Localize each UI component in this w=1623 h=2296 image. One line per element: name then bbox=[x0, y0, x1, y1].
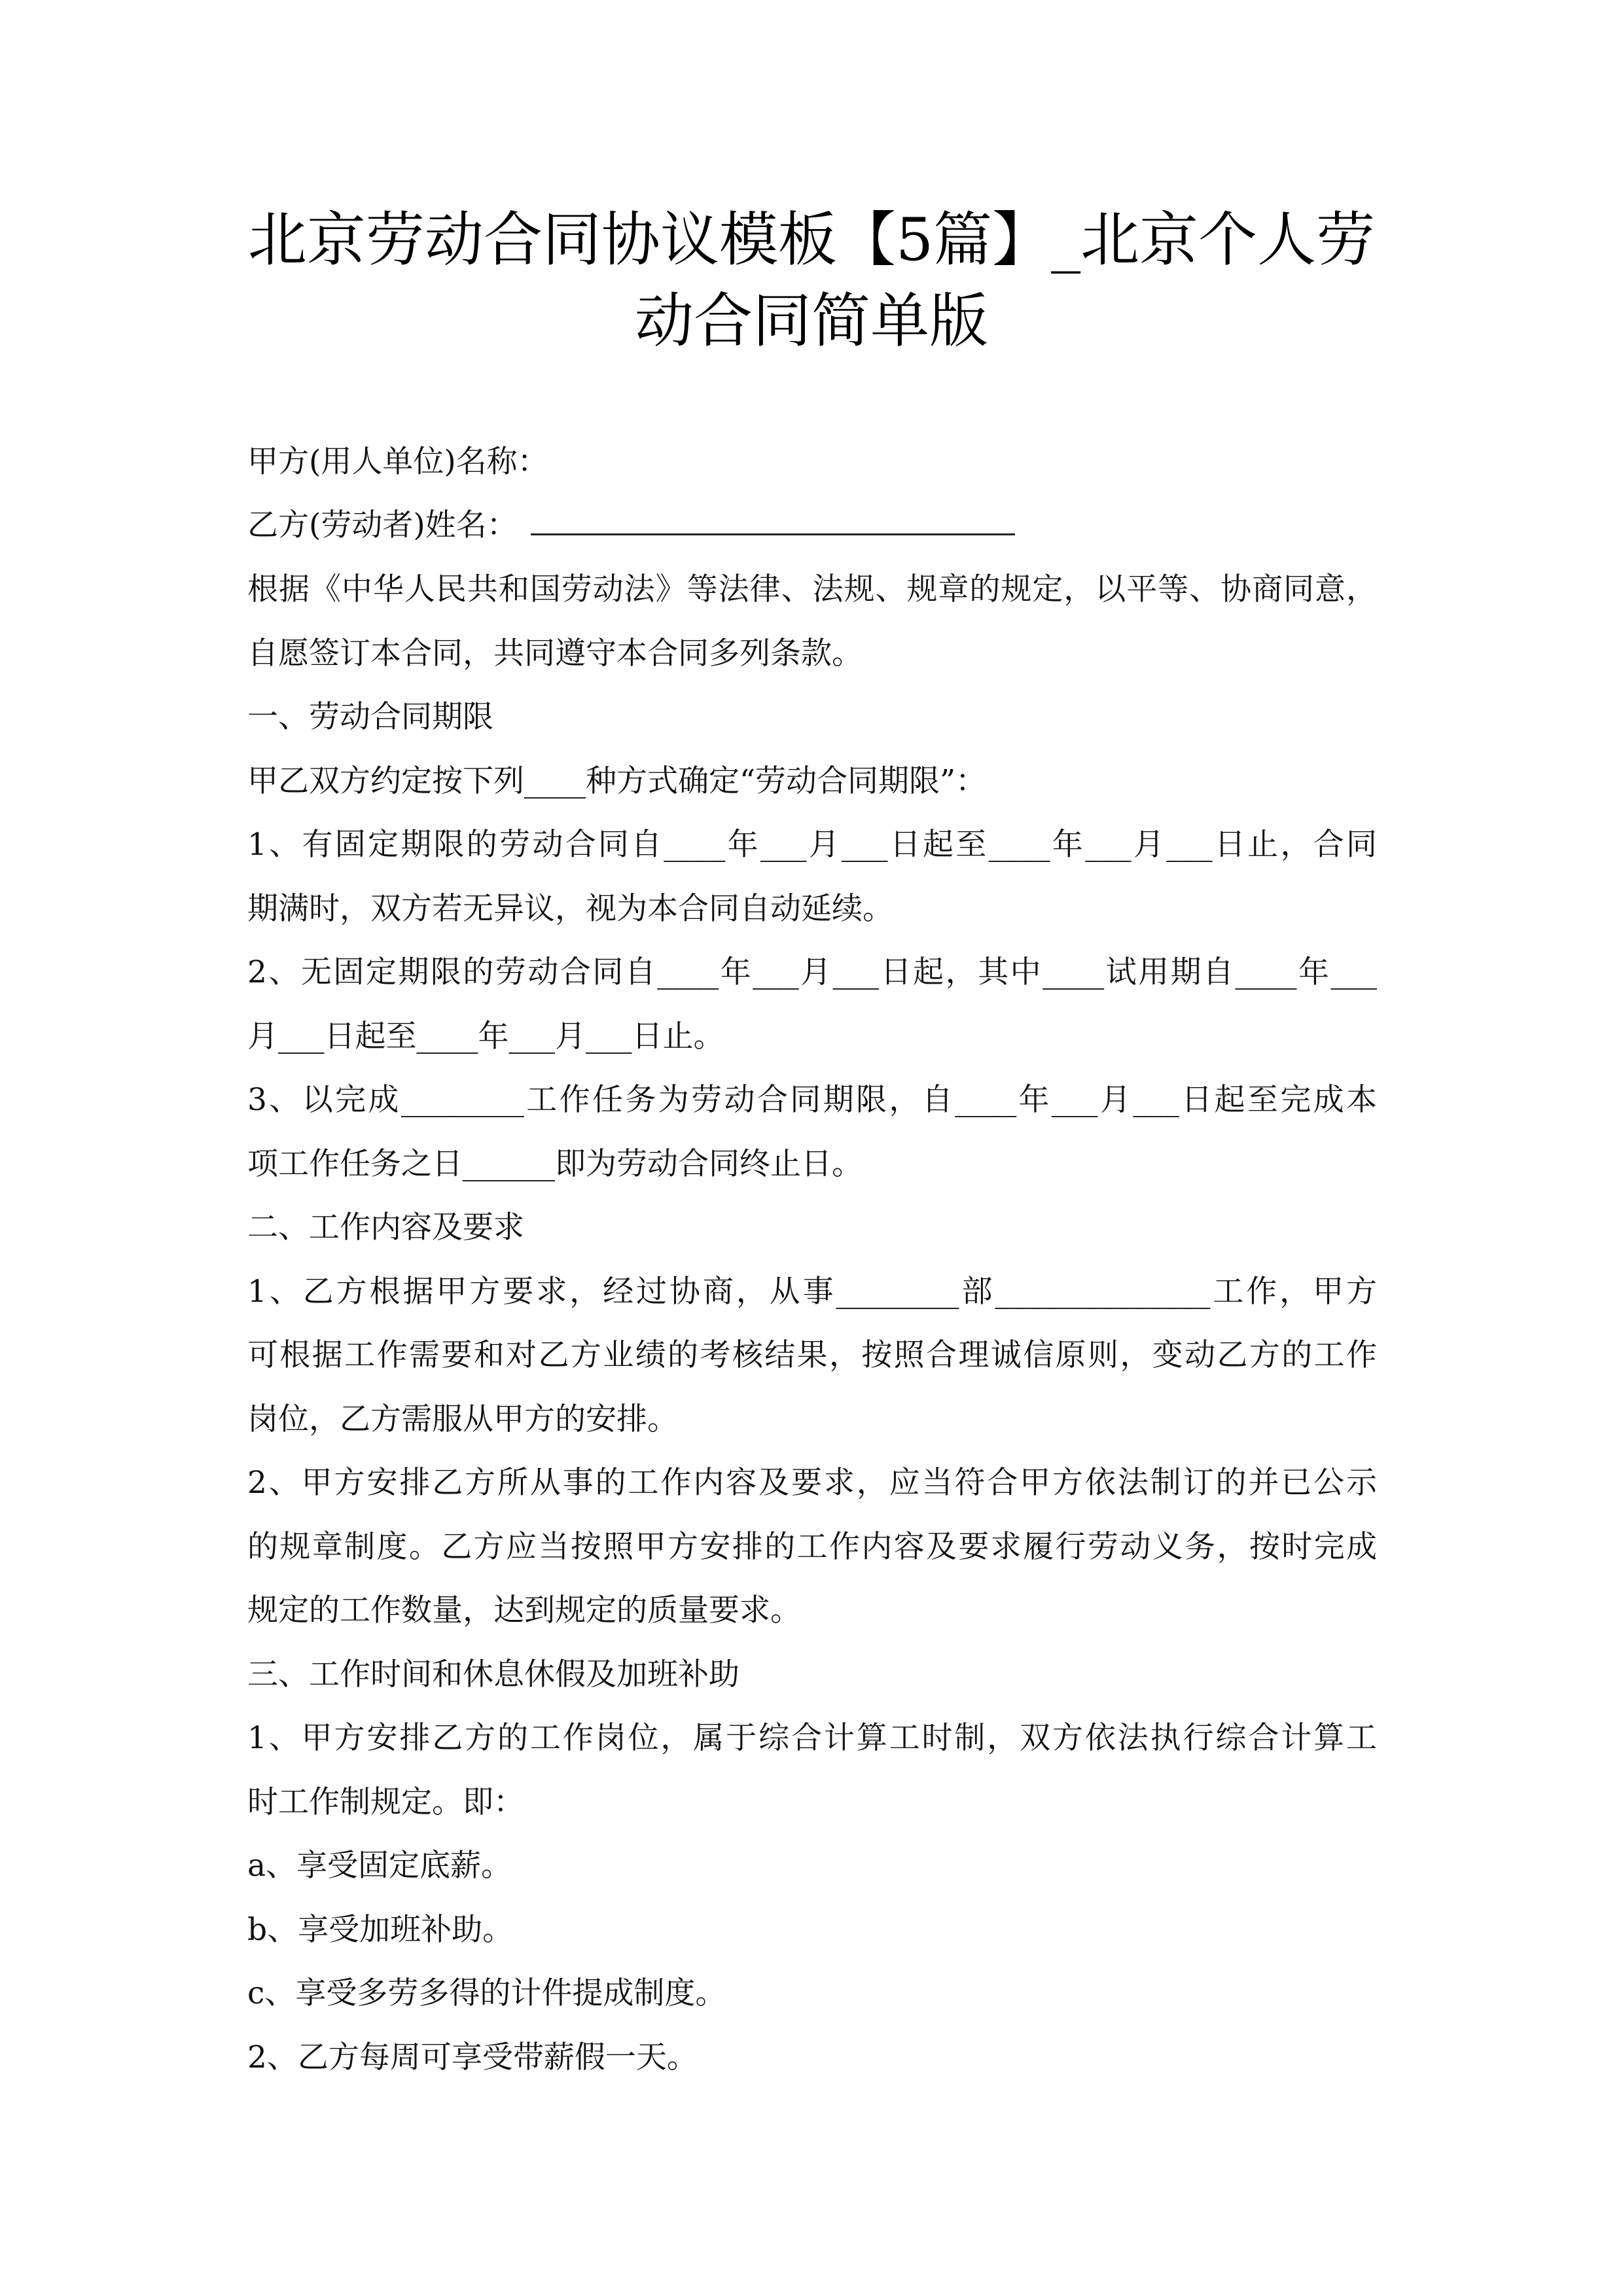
party-b-field bbox=[247, 506, 1377, 545]
body-line: c、享受多劳多得的计件提成制度。 bbox=[247, 1975, 726, 2011]
body-line: 自愿签订本合同，共同遵守本合同多列条款。 bbox=[247, 635, 863, 672]
body-line: 时工作制规定。即： bbox=[247, 1784, 524, 1820]
body-line: b、享受加班补助。 bbox=[247, 1911, 514, 1948]
body-line: 1、乙方根据甲方要求，经过协商，从事________部______________工作，甲方 bbox=[247, 1273, 1377, 1310]
body-line: 期满时，双方若无异议，视为本合同自动延续。 bbox=[247, 890, 893, 927]
body-line: 三、工作时间和休息休假及加班补助 bbox=[247, 1656, 740, 1693]
body-line: 甲乙双方约定按下列____种方式确定“劳动合同期限”： bbox=[247, 762, 987, 799]
body-line: 可根据工作需要和对乙方业绩的考核结果，按照合理诚信原则，变动乙方的工作 bbox=[247, 1337, 1377, 1373]
party-b-name-blank[interactable] bbox=[531, 507, 1015, 535]
body-line: 项工作任务之日______即为劳动合同终止日。 bbox=[247, 1145, 863, 1182]
body-line: 1、有固定期限的劳动合同自____年___月___日起至____年___月___日止，合同 bbox=[247, 827, 1377, 863]
body-line: 月___日起至____年___月___日止。 bbox=[247, 1018, 724, 1054]
body-line: 2、无固定期限的劳动合同自____年___月___日起，其中____试用期自____年___ bbox=[247, 954, 1377, 990]
body-line: 的规章制度。乙方应当按照甲方安排的工作内容及要求履行劳动义务，按时完成 bbox=[247, 1528, 1377, 1565]
party-b-label: 乙方(劳动者)姓名： bbox=[247, 507, 518, 543]
body-line: 岗位，乙方需服从甲方的安排。 bbox=[247, 1401, 678, 1437]
document-title-line-2: 动合同简单版 bbox=[635, 287, 988, 355]
party-a-label: 甲方(用人单位)名称： bbox=[247, 444, 548, 480]
body-line: 3、以完成________工作任务为劳动合同期限，自____年___月___日起至完成本 bbox=[247, 1082, 1377, 1118]
body-line: a、享受固定底薪。 bbox=[247, 1848, 512, 1884]
party-a-field bbox=[247, 442, 1377, 482]
body-line: 2、乙方每周可享受带薪假一天。 bbox=[247, 2039, 698, 2075]
body-line: 2、甲方安排乙方所从事的工作内容及要求，应当符合甲方依法制订的并已公示 bbox=[247, 1465, 1377, 1501]
body-line: 二、工作内容及要求 bbox=[247, 1210, 524, 1246]
body-line: 根据《中华人民共和国劳动法》等法律、法规、规章的规定，以平等、协商同意， bbox=[247, 571, 1377, 607]
document-title-line-1: 北京劳动合同协议模板【5篇】_北京个人劳 bbox=[247, 206, 1376, 274]
body-line: 一、劳动合同期限 bbox=[247, 699, 493, 735]
body-line: 规定的工作数量，达到规定的质量要求。 bbox=[247, 1592, 801, 1628]
body-line: 1、甲方安排乙方的工作岗位，属于综合计算工时制，双方依法执行综合计算工 bbox=[247, 1720, 1377, 1756]
